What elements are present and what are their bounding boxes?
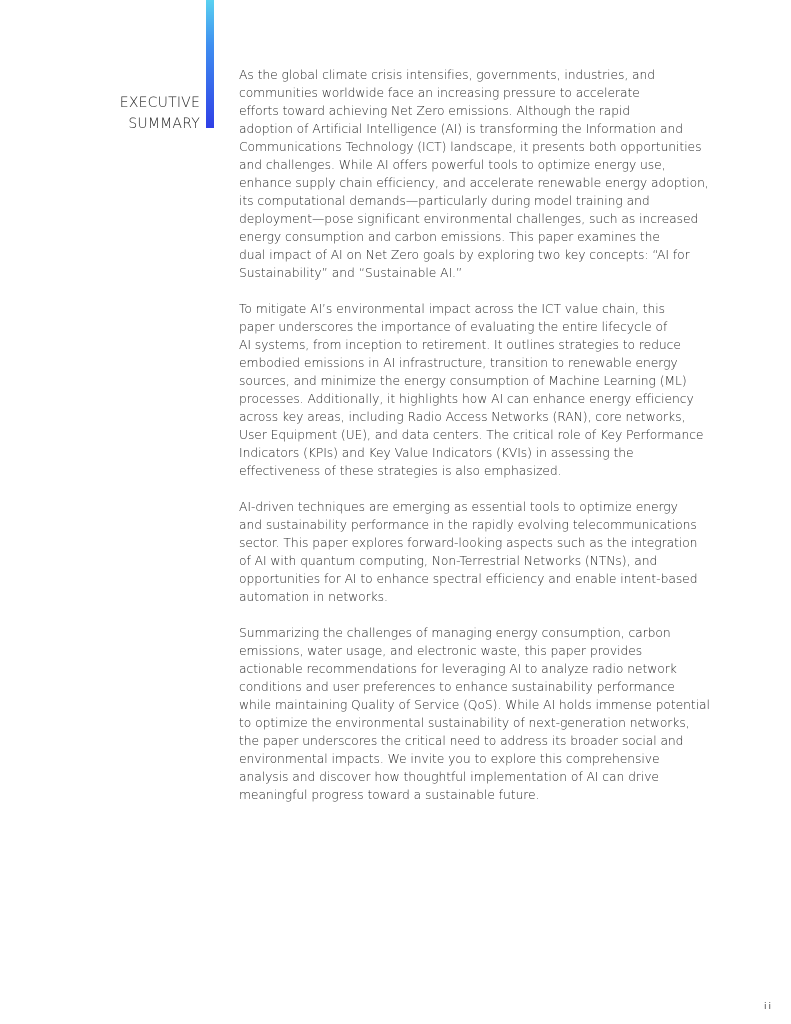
text-line: AI-driven techniques are emerging as essential tools to optimize energy <box>239 500 678 514</box>
text-line: automation in networks. <box>239 590 388 604</box>
text-line: and sustainability performance in the rapidly evolving telecommunications <box>239 518 697 532</box>
text-line: dual impact of AI on Net Zero goals by exploring two key concepts: “AI for <box>239 248 690 262</box>
text-line: enhance supply chain efficiency, and accelerate renewable energy adoption, <box>239 176 709 190</box>
text-line: actionable recommendations for leveraging AI to analyze radio network <box>239 662 677 676</box>
text-line: communities worldwide face an increasing pressure to accelerate <box>239 86 640 100</box>
text-line: opportunities for AI to enhance spectral efficiency and enable intent-based <box>239 572 698 586</box>
text-line: User Equipment (UE), and data centers. The critical role of Key Performance <box>239 428 704 442</box>
text-line: Sustainability” and “Sustainable AI.” <box>239 266 463 280</box>
text-line: adoption of Artificial Intelligence (AI) is transforming the Information and <box>239 122 683 136</box>
section-label-line-1: EXECUTIVE <box>119 95 200 111</box>
accent-bar <box>206 0 214 128</box>
text-line: embodied emissions in AI infrastructure, transition to renewable energy <box>239 356 678 370</box>
text-line: As the global climate crisis intensifies, governments, industries, and <box>239 68 656 82</box>
text-line: energy consumption and carbon emissions. This paper examines the <box>239 230 660 244</box>
section-label-line-2: SUMMARY <box>128 116 200 132</box>
text-line: and challenges. While AI offers powerful tools to optimize energy use, <box>239 158 666 172</box>
text-line: across key areas, including Radio Access Networks (RAN), core networks, <box>239 410 686 424</box>
text-line: effectiveness of these strategies is also emphasized. <box>239 464 562 478</box>
text-line: deployment—pose significant environmental challenges, such as increased <box>239 212 699 226</box>
executive-summary-body <box>239 66 739 822</box>
page-number: ii <box>763 1002 773 1012</box>
text-line: To mitigate AI’s environmental impact across the ICT value chain, this <box>239 302 665 316</box>
text-line: Indicators (KPIs) and Key Value Indicators (KVIs) in assessing the <box>239 446 634 460</box>
text-line: Communications Technology (ICT) landscape, it presents both opportunities <box>239 140 702 154</box>
text-line: environmental impacts. We invite you to explore this comprehensive <box>239 752 660 766</box>
paragraph <box>239 66 739 282</box>
text-line: while maintaining Quality of Service (QoS). While AI holds immense potential <box>239 698 710 712</box>
text-line: sector. This paper explores forward-looking aspects such as the integration <box>239 536 698 550</box>
text-line: sources, and minimize the energy consumption of Machine Learning (ML) <box>239 374 687 388</box>
text-line: efforts toward achieving Net Zero emissions. Although the rapid <box>239 104 631 118</box>
text-line: emissions, water usage, and electronic waste, this paper provides <box>239 644 643 658</box>
text-line: processes. Additionally, it highlights how AI can enhance energy efficiency <box>239 392 694 406</box>
text-line: its computational demands—particularly during model training and <box>239 194 650 208</box>
text-line: conditions and user preferences to enhance sustainability performance <box>239 680 675 694</box>
text-line: analysis and discover how thoughtful implementation of AI can drive <box>239 770 659 784</box>
section-label <box>100 93 200 135</box>
paragraph <box>239 624 739 804</box>
text-line: paper underscores the importance of evaluating the entire lifecycle of <box>239 320 668 334</box>
text-line: the paper underscores the critical need to address its broader social and <box>239 734 684 748</box>
text-line: Summarizing the challenges of managing energy consumption, carbon <box>239 626 671 640</box>
text-line: meaningful progress toward a sustainable future. <box>239 788 540 802</box>
text-line: AI systems, from inception to retirement. It outlines strategies to reduce <box>239 338 681 352</box>
paragraph <box>239 300 739 480</box>
text-line: to optimize the environmental sustainability of next-generation networks, <box>239 716 690 730</box>
paragraph <box>239 498 739 606</box>
text-line: of AI with quantum computing, Non-Terrestrial Networks (NTNs), and <box>239 554 658 568</box>
